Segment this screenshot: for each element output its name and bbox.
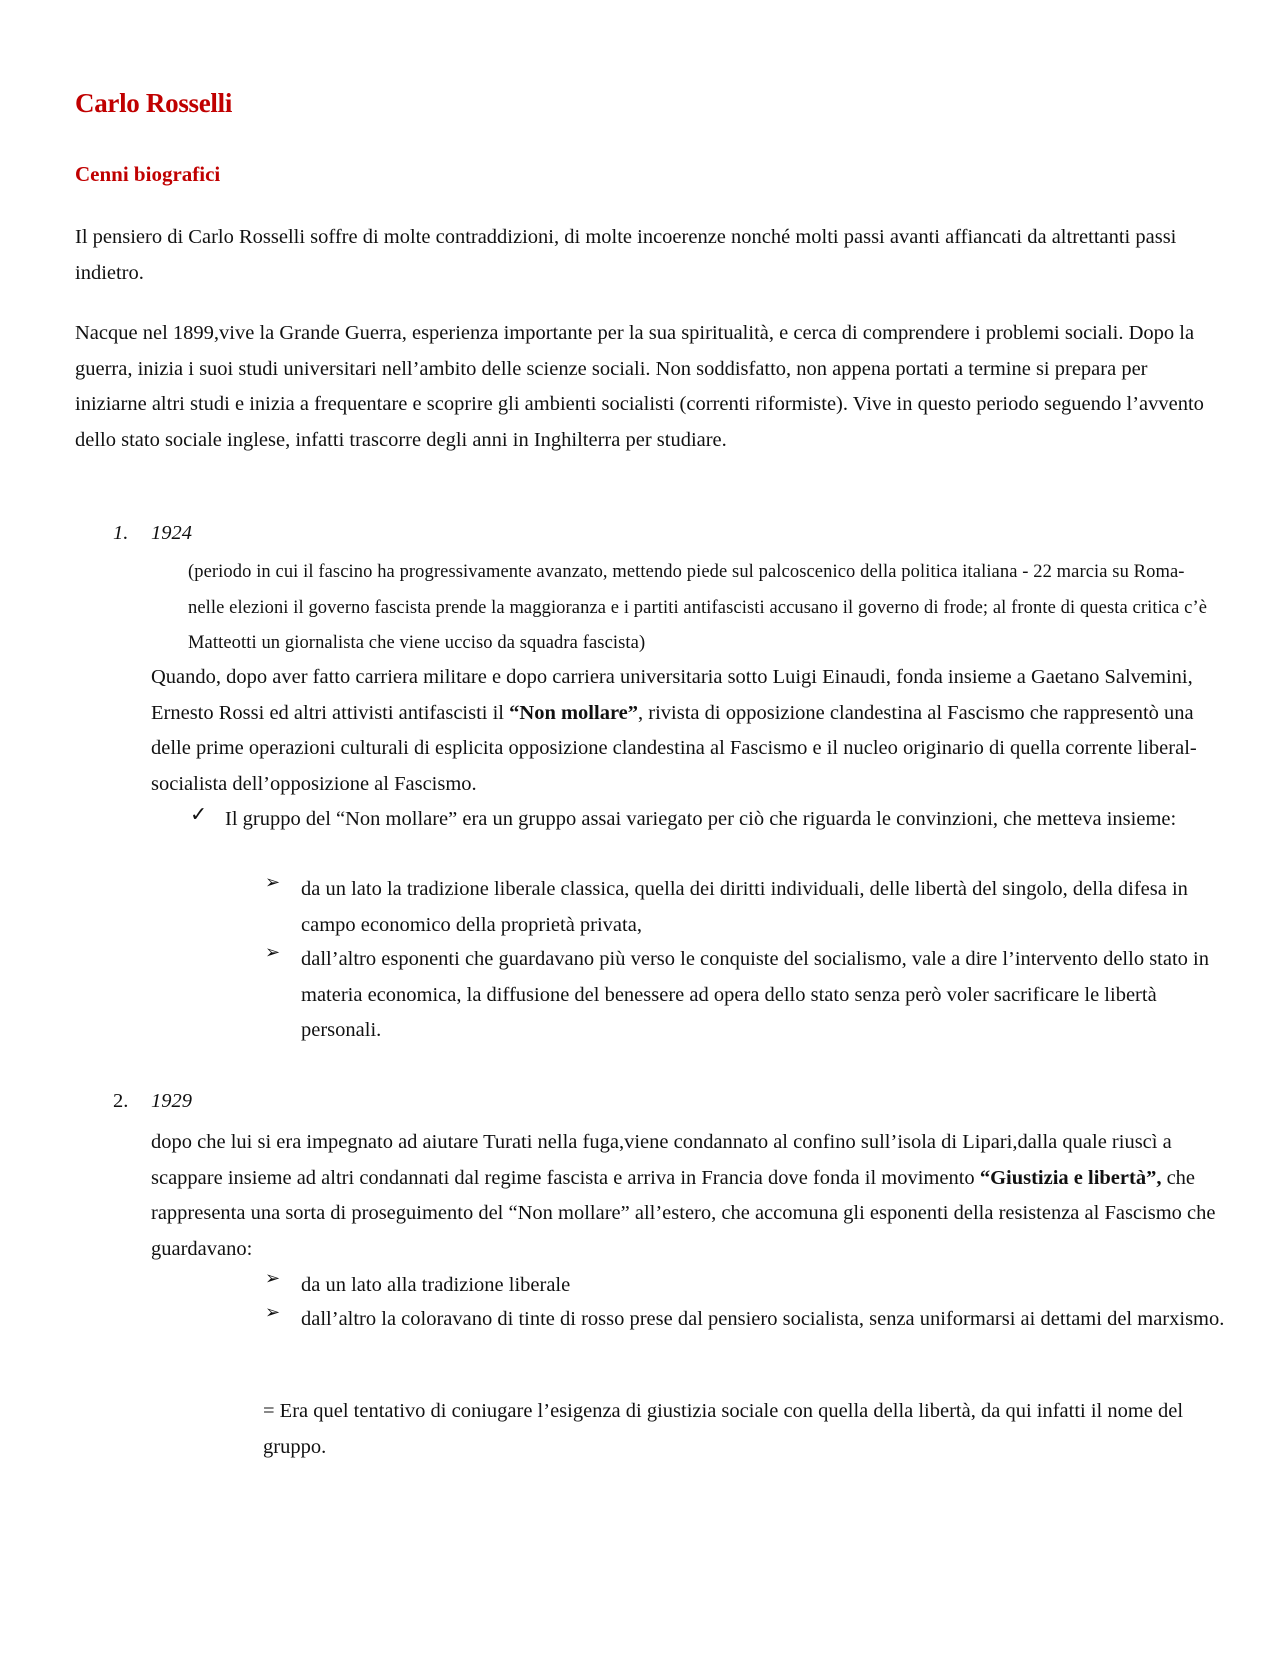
section-heading: Cenni biografici (75, 162, 221, 186)
arrow-item-text: da un lato alla tradizione liberale (301, 1274, 571, 1296)
arrow-item-text: dall’altro esponenti che guardavano più verso le conquiste del socialismo, vale a dire l’intervento dello stato in materia economica, la diffusione del benessere ad opera dello stato senza però voler sacrificare le libertà personali. (301, 948, 1209, 1041)
arrow-bullet-icon: ➢ (265, 1268, 281, 1288)
arrow-bullet-icon: ➢ (265, 1302, 281, 1322)
non-mollare-bold: “Non mollare” (509, 701, 639, 724)
item2-text-before: dopo che lui si era impegnato ad aiutare Turati nella fuga,viene condannato al confino sull’isola di Lipari,dalla quale riuscì a scappare insieme ad altri condannati dal regime fascista e arriva in Francia dove fonda il movimento (151, 1131, 1172, 1189)
page-title: Carlo Rosselli (75, 88, 233, 118)
item1-text-after: , rivista di opposizione clandestina al Fascismo che rappresentò una delle prime operazioni culturali di esplicita opposizione clandestina al Fascismo e il nucleo originario di quella corrente liberal-socialista dell’opposizione al Fascismo. (151, 701, 1197, 795)
arrow-item-text: da un lato la tradizione liberale classica, quella dei diritti individuali, delle libertà del singolo, della difesa in campo economico della proprietà privata, (301, 878, 1188, 936)
item2-paragraph (151, 1125, 1221, 1267)
list-year-1929: 1929 (151, 1090, 192, 1112)
check-item-text: Il gruppo del “Non mollare” era un gruppo assai variegato per ciò che riguarda le convinzioni, che metteva insieme: (225, 808, 1177, 830)
arrow-item-text: dall’altro la coloravano di tinte di rosso prese dal pensiero socialista, senza uniformarsi ai dettami del marxismo. (301, 1308, 1225, 1330)
intro-paragraph: Il pensiero di Carlo Rosselli soffre di molte contraddizioni, di molte incoerenze nonché molti passi avanti affiancati da altrettanti passi indietro. (75, 226, 1177, 284)
item1-paragraph (151, 660, 1221, 802)
list-number-2: 2. (113, 1090, 129, 1112)
conclusion-text: = Era quel tentativo di coniugare l’esigenza di giustizia sociale con quella della libertà, da qui infatti il nome del gruppo. (263, 1400, 1184, 1458)
arrow-bullet-icon: ➢ (265, 942, 281, 962)
item1-text-before: Quando, dopo aver fatto carriera militare e dopo carriera universitaria sotto Luigi Einaudi, fonda insieme a Gaetano Salvemini, Ernesto Rossi ed altri attivisti antifascisti il (151, 666, 1193, 724)
list-number-1: 1. (113, 522, 129, 544)
checkmark-icon: ✓ (190, 804, 208, 826)
item2-text-after: che rappresenta una sorta di proseguimento del “Non mollare” all’estero, che accomuna gli esponenti della resistenza al Fascismo che guardavano: (151, 1166, 1216, 1260)
list-year-1924: 1924 (151, 522, 192, 544)
bio-paragraph: Nacque nel 1899,vive la Grande Guerra, esperienza importante per la sua spiritualità, e cerca di comprendere i problemi sociali. Dopo la guerra, inizia i suoi studi universitari nell’ambito delle scienze sociali. Non soddisfatto, non appena portati a termine si prepara per iniziarne altri studi e inizia a frequentare e scoprire gli ambienti socialisti (correnti riformiste). Vive in questo periodo seguendo l’avvento dello stato sociale inglese, infatti trascorre degli anni in Inghilterra per studiare. (75, 322, 1204, 451)
giustizia-liberta-bold: “Giustizia e libertà”, (979, 1166, 1162, 1189)
item1-note: (periodo in cui il fascino ha progressivamente avanzato, mettendo piede sul palcoscenico della politica italiana - 22 marcia su Roma- nelle elezioni il governo fascista prende la maggioranza e i partiti antifascisti accusano il governo di frode; al fronte di questa critica c’è Matteotti un giornalista che viene ucciso da squadra fascista) (188, 562, 1208, 653)
arrow-bullet-icon: ➢ (265, 872, 281, 892)
